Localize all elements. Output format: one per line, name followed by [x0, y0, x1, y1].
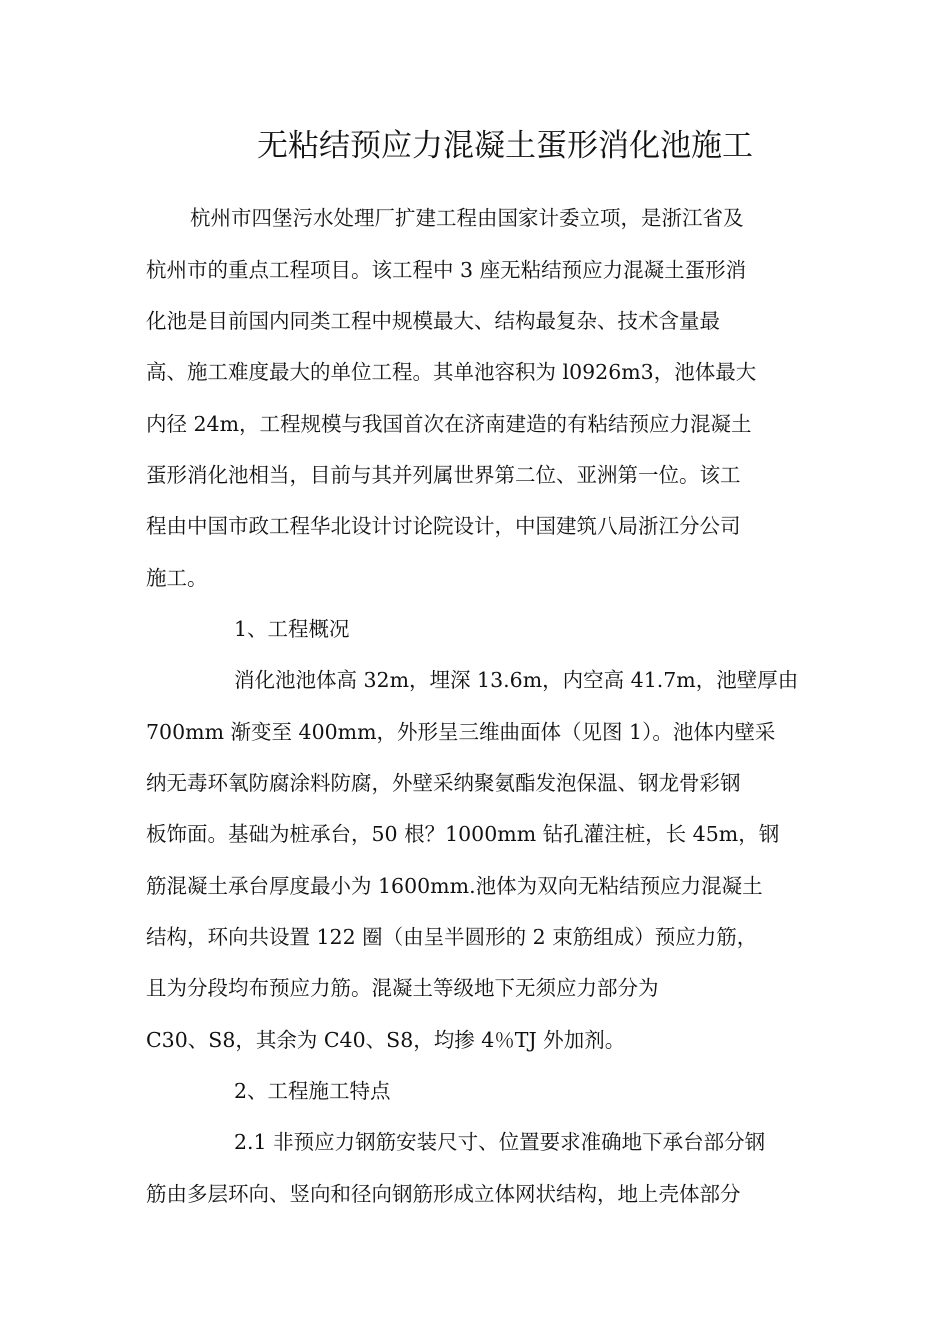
- section-heading: 1、工程概况: [234, 617, 350, 641]
- paragraph-line: 杭州市四堡污水处理厂扩建工程由国家计委立项，是浙江省及: [190, 206, 744, 230]
- document-title: 无粘结预应力混凝土蛋形消化池施工: [257, 128, 753, 164]
- paragraph-line: 化池是目前国内同类工程中规模最大、结构最复杂、技术含量最: [146, 309, 720, 333]
- paragraph-line: 700mm 渐变至 400mm，外形呈三维曲面体（见图 1）。池体内壁采: [146, 720, 776, 744]
- paragraph-line: 蛋形消化池相当，目前与其并列属世界第二位、亚洲第一位。该工: [146, 463, 741, 487]
- paragraph-line: 2.1 非预应力钢筋安装尺寸、位置要求准确地下承台部分钢: [234, 1130, 766, 1154]
- paragraph-line: 筋由多层环向、竖向和径向钢筋形成立体网状结构，地上壳体部分: [146, 1182, 741, 1206]
- paragraph-line: 施工。: [146, 566, 208, 590]
- paragraph-line: 程由中国市政工程华北设计讨论院设计，中国建筑八局浙江分公司: [146, 514, 741, 538]
- paragraph-line: 板饰面。基础为桩承台，50 根？1000mm 钻孔灌注桩，长 45m，钢: [146, 822, 780, 846]
- paragraph-line: 筋混凝土承台厚度最小为 1600mm.池体为双向无粘结预应力混凝土: [146, 874, 763, 898]
- paragraph-line: 杭州市的重点工程项目。该工程中 3 座无粘结预应力混凝土蛋形消: [146, 258, 747, 282]
- paragraph-line: 且为分段均布预应力筋。混凝土等级地下无须应力部分为: [146, 976, 659, 1000]
- paragraph-line: 结构，环向共设置 122 圈（由呈半圆形的 2 束筋组成）预应力筋，: [146, 925, 758, 949]
- section-heading: 2、工程施工特点: [234, 1079, 391, 1103]
- paragraph-line: 内径 24m，工程规模与我国首次在济南建造的有粘结预应力混凝土: [146, 412, 752, 436]
- paragraph-line: 高、施工难度最大的单位工程。其单池容积为 l0926m3，池体最大: [146, 360, 757, 384]
- paragraph-line: C30、S8，其余为 C40、S8，均掺 4％TJ 外加剂。: [146, 1028, 626, 1052]
- paragraph-line: 消化池池体高 32m，埋深 13.6m，内空高 41.7m，池壁厚由: [234, 668, 799, 692]
- paragraph-line: 纳无毒环氧防腐涂料防腐，外壁采纳聚氨酯发泡保温、钢龙骨彩钢: [146, 771, 741, 795]
